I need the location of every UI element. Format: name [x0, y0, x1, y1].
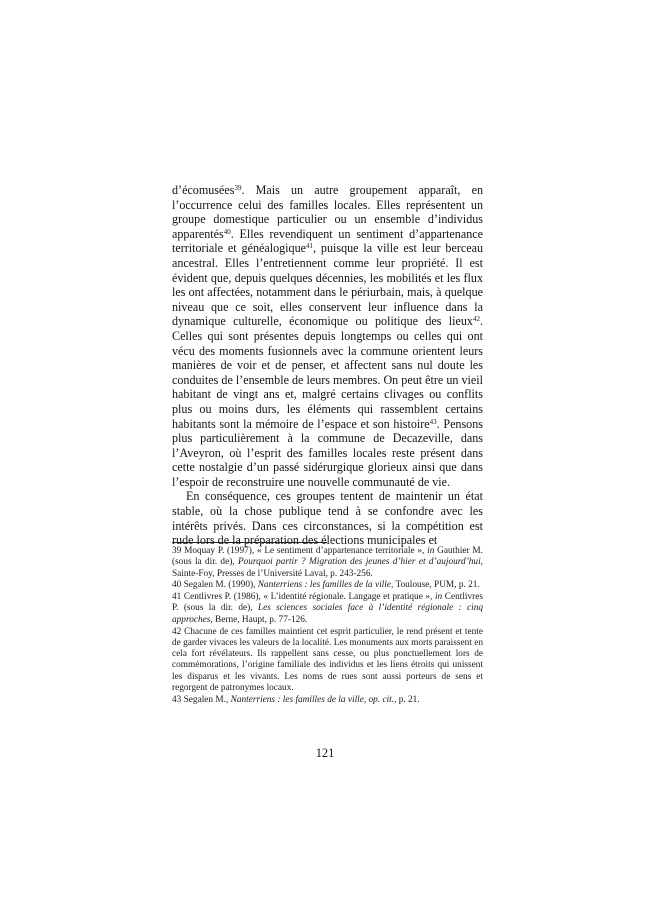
note-text: , p. 21.	[394, 694, 420, 705]
text-run: . Pensons plus particulièrement à la commune de Decazeville, dans l’Aveyron, où l’esprit des familles locales reste présent dans cette nostalgie d’un passé sidérurgique glorieux ainsi que dans l’espoir de reconstruire une nouvelle communauté de vie.	[172, 416, 483, 489]
note-title: Nanterriens : les familles de la ville	[257, 580, 391, 591]
footnote-ref-42[interactable]: 42	[472, 315, 480, 324]
note-text: 41 Centlivres P. (1986), « L’identité régionale. Langage et pratique »,	[172, 592, 435, 603]
note-italic: op. cit.	[368, 694, 395, 705]
footnote-39	[172, 546, 483, 580]
paragraph-2: En conséquence, ces groupes tentent de maintenir un état stable, où la chose publique tend à se confondre avec les intérêts privés. Dans ces circonstances, si la compétition est rude lors de la préparation des élections municipales et	[172, 489, 483, 548]
note-text: , Toulouse, PUM, p. 21.	[390, 580, 480, 591]
footnote-41	[172, 592, 483, 626]
note-text: Gauthier M. (sous la dir. de),	[172, 546, 483, 568]
footnote-ref-40[interactable]: 40	[223, 227, 231, 236]
note-text: , Berne, Haupt, p. 77-126.	[210, 614, 308, 625]
note-text: 40 Segalen M. (1990),	[172, 580, 258, 591]
text-run: . Elles revendiquent un sentiment d’appartenance territoriale et généalogique	[172, 226, 483, 256]
footnotes	[172, 546, 483, 707]
text-run: . Mais un autre groupement apparaît, en l’occurrence celui des familles locales. Elles représentent un groupe domestique particulier ou un ensemble d’individus apparentés	[172, 183, 483, 241]
paragraph-1	[172, 183, 483, 489]
note-title: Nanterriens : les familles de la ville	[230, 694, 364, 705]
text-run: d’écomusées	[172, 183, 235, 197]
text-run: . Celles qui sont présentes depuis longtemps ou celles qui ont vécu des moments fusionnels avec la commune orientent leurs manières de voir et de penser, et affectent sans nul doute les conduites de l’ensemble de leurs membres. On peut être un vieil habitant de vingt ans et, malgré certains clivages ou conflits plus ou moins durs, les éléments qui rassemblent certains habitants sont la mémoire de l’espace et son histoire	[172, 314, 483, 431]
footnote-ref-41[interactable]: 41	[306, 242, 313, 251]
text-run: , puisque la ville est leur berceau ancestral. Elles l’entretiennent comme leur propriété. Il est évident que, depuis quelques décennies, les mobilités et les flux les ont affectées, notamment dans le périurbain, mais, à quelque niveau que ce soit, elles conservent leur influence dans la dynamique culturelle, économique ou politique des lieux	[172, 241, 483, 329]
note-text: 39 Moquay P. (1997), « Le sentiment d’appartenance territoriale »,	[172, 546, 428, 556]
footnote-42: 42 Chacune de ces familles maintient cet esprit particulier, le rend présent et tente de garder vivaces les valeurs de la localité. Les monuments aux morts paraissent en cela fort révélateurs. Ils rappellent sans cesse, ou plus ponctuellement lors de commémorations, l’origine familiale des individus et les liens étroits qui unissent les disparus et les vivants. Les noms de rues sont aussi porteurs de sens et regorgent de patronymes locaux.	[172, 626, 483, 694]
note-italic: in	[434, 592, 443, 603]
note-text: Centlivres P. (sous la dir. de),	[172, 592, 483, 614]
body-text	[172, 183, 483, 548]
footnote-ref-43[interactable]: 43	[429, 417, 437, 426]
note-title: Les sciences sociales face à l’identité régionale : cinq approches	[172, 603, 483, 625]
footnote-ref-39[interactable]: 39	[234, 184, 242, 192]
note-italic: in	[427, 546, 435, 556]
note-text: 43 Segalen M.,	[172, 694, 231, 705]
footnote-43	[172, 695, 483, 706]
note-text: ,	[363, 694, 369, 705]
page-number: 121	[315, 746, 335, 760]
footnote-separator	[172, 542, 327, 543]
note-text: , Sainte-Foy, Presses de l’Université Laval, p. 243-256.	[172, 557, 483, 579]
footnote-40	[172, 580, 483, 591]
note-title: Pourquoi partir ? Migration des jeunes d’hier et d’aujourd’hui	[237, 557, 481, 568]
